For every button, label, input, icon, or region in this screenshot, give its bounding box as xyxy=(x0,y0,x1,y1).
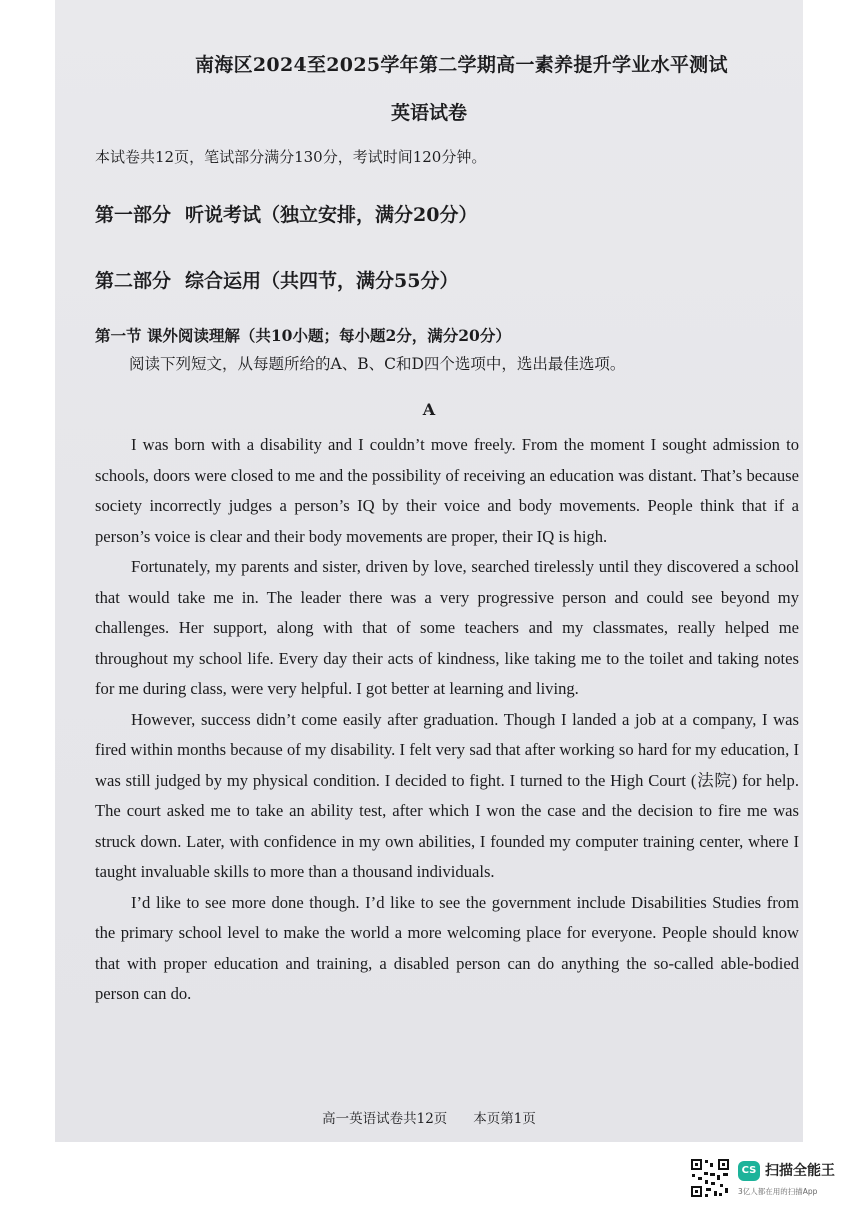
exam-intro: 本试卷共12页，笔试部分满分130分，考试时间120分钟。 xyxy=(95,148,487,166)
scanner-app-name: 扫描全能王 xyxy=(765,1163,835,1179)
passage-paragraph: Fortunately, my parents and sister, driven by love, searched tirelessly until they discovered a school that would take me in. The leader there was a very progressive person and could see beyond my challenges. Her support, along with that of some teachers and my classmates, really helped me throughout my school life. Every day their acts of kindness, like taking me to the toilet and taking notes for me during class, were very helpful. I got better at learning and living. xyxy=(95,557,799,698)
page-footer xyxy=(55,1107,803,1127)
part-one-text: 听说考试（独立安排，满分20分） xyxy=(185,204,478,226)
footer-page-number: 本页第1页 xyxy=(473,1111,536,1127)
camscanner-logo-icon: CS xyxy=(738,1161,760,1181)
exam-subtitle: 英语试卷 xyxy=(390,102,467,124)
section-instruction: 阅读下列短文，从每题所给的A、B、C和D四个选项中，选出最佳选项。 xyxy=(129,355,626,373)
scanner-app-tagline: 3亿人都在用的扫描App xyxy=(738,1187,818,1196)
scanner-watermark xyxy=(690,1158,850,1204)
footer-total-pages: 高一英语试卷共12页 xyxy=(322,1111,448,1127)
passage-letter: A xyxy=(422,400,436,419)
exam-title: 南海区2024至2025学年第二学期高一素养提升学业水平测试 xyxy=(195,54,728,76)
part-two-text: 综合运用（共四节，满分55分） xyxy=(185,270,459,292)
passage-paragraph: I was born with a disability and I couldn’t move freely. From the moment I sought admission to schools, doors were closed to me and the possibility of receiving an education was distant. That’s because society incorrectly judges a person’s IQ by their voice and body movements. People think that if a person’s voice is clear and their body movements are proper, their IQ is high. xyxy=(95,435,799,546)
part-two-label: 第二部分 xyxy=(95,270,172,292)
part-two-heading xyxy=(95,266,458,293)
passage-paragraph: I’d like to see more done though. I’d like to see the government include Disabilities Studies from the primary school level to make the world a more welcoming place for everyone. People should know that with proper education and training, a disabled person can do anything the so-called able-bodied person can do. xyxy=(95,892,799,1003)
part-one-heading xyxy=(95,200,477,227)
passage-paragraph: However, success didn’t come easily after graduation. Though I landed a job at a company, I was fired within months because of my disability. I felt very sad that after working so hard for my education, I was still judged by my physical condition. I decided to fight. I turned to the High Court (法院) for help. The court asked me to take an ability test, after which I won the case and the decision to fire me was struck down. Later, with confidence in my own abilities, I founded my computer training center, where I taught invaluable skills to more than a thousand individuals. xyxy=(95,709,799,881)
part-one-label: 第一部分 xyxy=(95,204,172,226)
section-heading: 第一节 课外阅读理解（共10小题；每小题2分，满分20分） xyxy=(95,326,511,345)
exam-page xyxy=(55,0,803,1142)
qr-code-icon xyxy=(690,1158,730,1198)
passage-body xyxy=(95,430,799,1010)
